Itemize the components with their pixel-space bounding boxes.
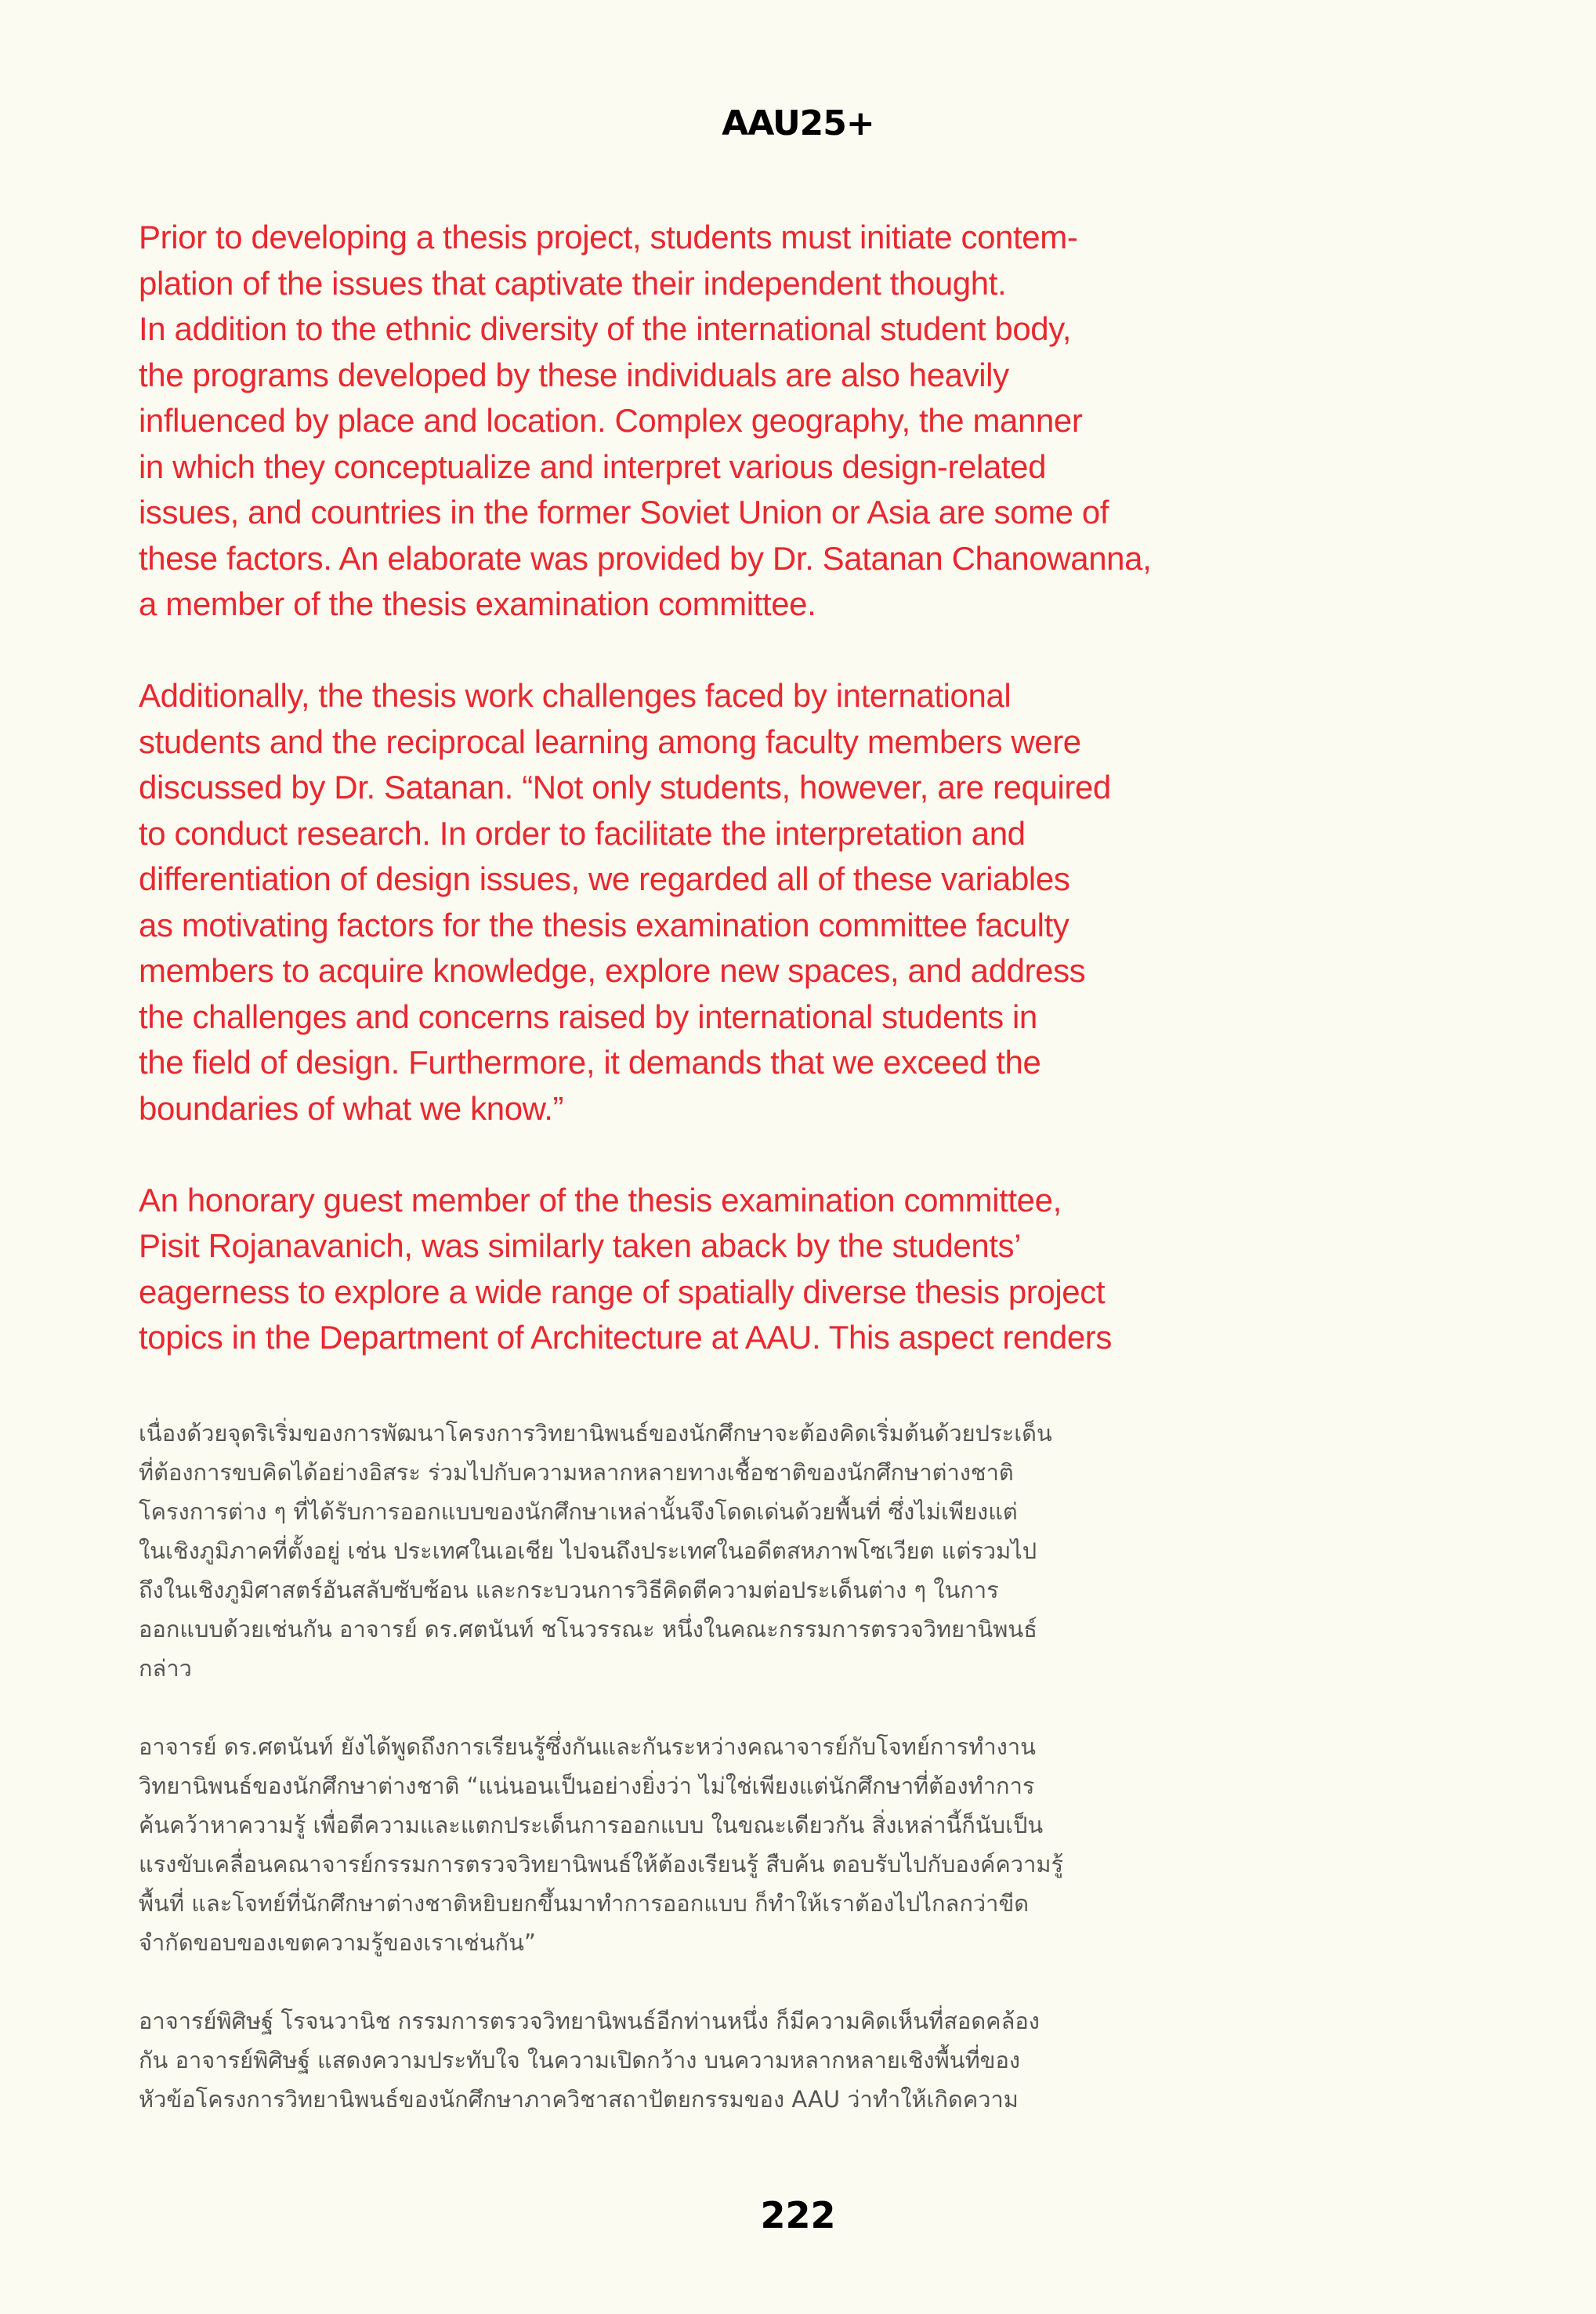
page-header-title: AAU25+ xyxy=(722,103,874,143)
thai-paragraph: เนื่องด้วยจุดริเริ่มของการพัฒนาโครงการวิทยานิพนธ์ของนักศึกษาจะต้องคิดเริ่มต้นด้วยประเด็น ที่ต้องการขบคิดได้อย่างอิสระ ร่วมไปกับความหลากหลายทางเชื้อชาติของนักศึกษาต่างชาติ โครงการต่าง ๆ ที่ได้รับการออกแบบของนักศึกษาเหล่านั้นจึงโดดเด่นด้วยพื้นที่ ซึ่งไม่เพียงแต่ ในเชิงภูมิภาคที่ตั้งอยู่ เช่น ประเทศในเอเชีย ไปจนถึงประเทศในอดีตสหภาพโซเวียต แต่รวมไป ถึงในเชิงภูมิศาสตร์อันสลับซับซ้อน และกระบวนการวิธีคิดตีความต่อประเด็นต่าง ๆ ในการ ออกแบบด้วยเช่นกัน อาจารย์ ดร.ศตนันท์ ชโนวรรณะ หนึ่งในคณะกรรมการตรวจวิทยานิพนธ์ กล่าว xyxy=(139,1420,1052,1682)
thai-paragraph: อาจารย์พิศิษฐ์ โรจนวานิช กรรมการตรวจวิทยานิพนธ์อีกท่านหนึ่ง ก็มีความคิดเห็นที่สอดคล้อง กัน อาจารย์พิศิษฐ์ แสดงความประทับใจ ในความเปิดกว้าง บนความหลากหลายเชิงพื้นที่ของ หัวข้อโครงการวิทยานิพนธ์ของนักศึกษาภาควิชาสถาปัตยกรรมของ AAU ว่าทำให้เกิดความ xyxy=(139,2008,1040,2113)
thai-text-block xyxy=(139,1414,1204,2119)
thai-paragraph: อาจารย์ ดร.ศตนันท์ ยังได้พูดถึงการเรียนรู้ซึ่งกันและกันระหว่างคณาจารย์กับโจทย์การทำงาน วิทยานิพนธ์ของนักศึกษาต่างชาติ “แน่นอนเป็นอย่างยิ่งว่า ไม่ใช่เพียงแต่นักศึกษาที่ต้องทำการ ค้นคว้าหาความรู้ เพื่อตีความและแตกประเด็นการออกแบบ ในขณะเดียวกัน สิ่งเหล่านี้ก็นับเป็น แรงขับเคลื่อนคณาจารย์กรรมการตรวจวิทยานิพนธ์ให้ต้องเรียนรู้ สืบค้น ตอบรับไปกับองค์ความรู้ พื้นที่ และโจทย์ที่นักศึกษาต่างชาติหยิบยกขึ้นมาทำการออกแบบ ก็ทำให้เราต้องไปไกลกว่าขีด จำกัดขอบของเขตความรู้ของเราเช่นกัน” xyxy=(139,1733,1064,1956)
english-text-block xyxy=(139,215,1228,1361)
english-paragraph: Prior to developing a thesis project, students must initiate contem- plation of the issues that captivate their independent thought. In addition to the ethnic diversity of the international student body, the programs developed by these individuals are also heavily influenced by place and location. Complex geography, the manner in which they conceptualize and interpret various design-related issues, and countries in the former Soviet Union or Asia are some of these factors. An elaborate was provided by Dr. Satanan Chanowanna, a member of the thesis examination committee. xyxy=(139,219,1152,622)
page-number: 222 xyxy=(760,2194,836,2236)
english-paragraph: Additionally, the thesis work challenges faced by international students and the reciprocal learning among faculty members were discussed by Dr. Satanan. “Not only students, however, are required to conduct research. In order to facilitate the interpretation and differentiation of design issues, we regarded all of these variables as motivating factors for the thesis examination committee faculty members to acquire knowledge, explore new spaces, and address the challenges and concerns raised by international students in the field of design. Furthermore, it demands that we exceed the boundaries of what we know.” xyxy=(139,677,1111,1127)
english-paragraph: An honorary guest member of the thesis examination committee, Pisit Rojanavanich, was similarly taken aback by the students’ eagerness to explore a wide range of spatially diverse thesis project topics in the Department of Architecture at AAU. This aspect renders xyxy=(139,1181,1112,1356)
